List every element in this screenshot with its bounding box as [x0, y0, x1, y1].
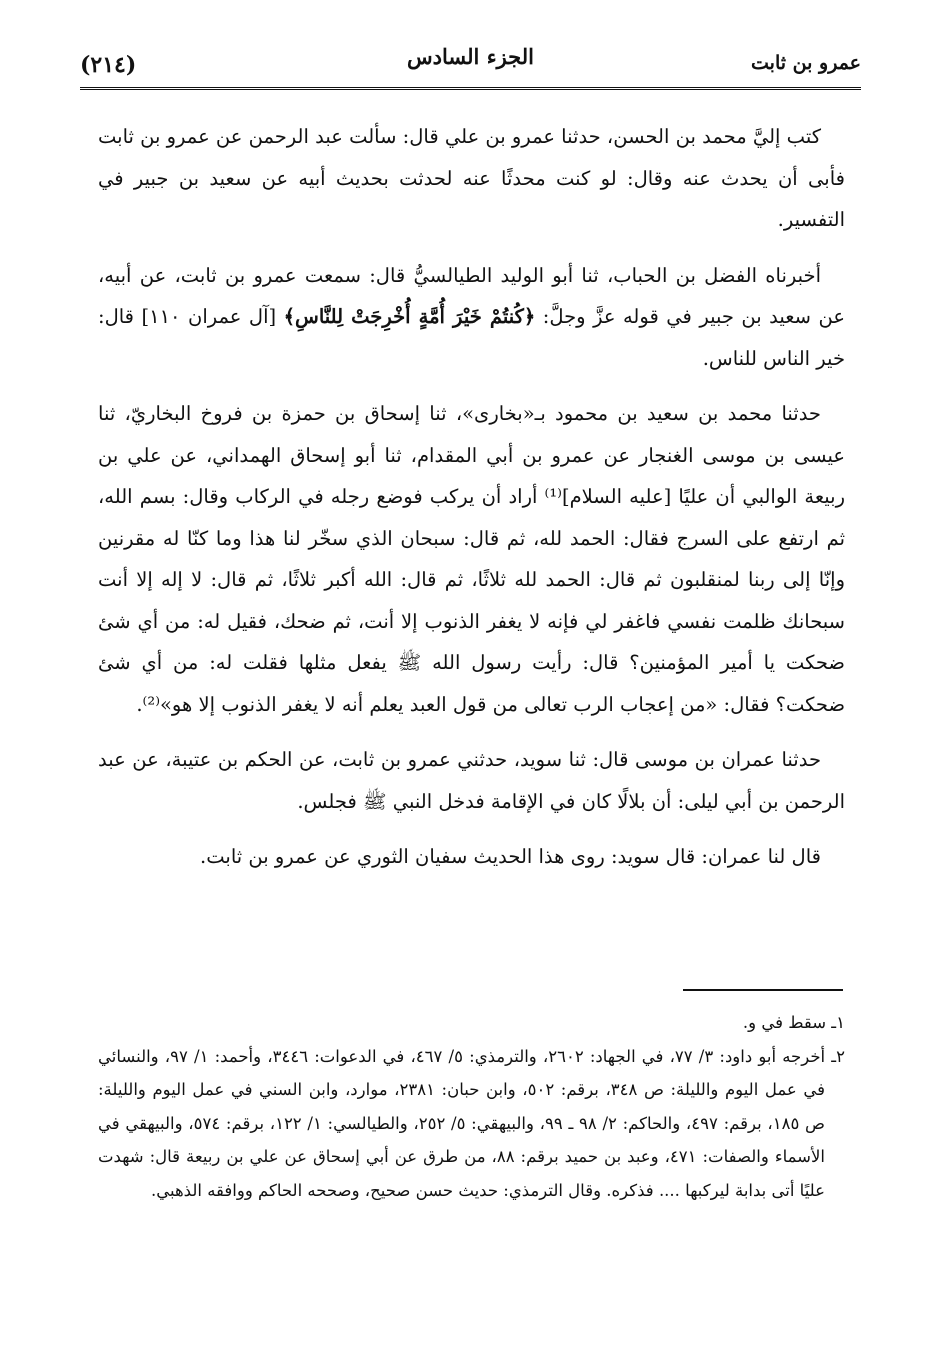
- footnote-text: وأحمد: ١/ ٩٧، والنسائي في عمل اليوم والليلة: ص ٣٤٨، برقم: ٥٠٢، وابن حبان: ٢٣٨١، موارد، وابن السني في عمل اليوم والليلة: ص ١٨٥، برقم: ٤٩٧، والحاكم: ٢/ ٩٨ ـ ٩٩، والبيهقي: ٥/ ٢٥٢، والطيالسي: ١/ ١٢٢، برقم: ٥٧٤، والبيهقي في الأسماء والصفات: ٤٧١، وعبد بن حميد برقم: ٨٨، من طرق عن أبي إسحاق عن علي بن ربيعة قال: شهدت عليًا أتى بدابة ليركبها .... فذكره. وقال الترمذي: حديث حسن صحيح، وصححه الحاكم ووافقه الذهبي.: [98, 1046, 825, 1200]
- page-number: (٢١٤): [80, 52, 137, 78]
- quran-verse: ﴿كُنتُمْ خَيْرَ أُمَّةٍ أُخْرِجَتْ لِلنَّاسِ﴾: [283, 305, 536, 328]
- paragraph-text: [آل عمران ١١٠] قال: خير الناس للناس.: [98, 305, 845, 370]
- paragraph: قال لنا عمران: قال سويد: روى هذا الحديث سفيان الثوري عن عمرو بن ثابت.: [200, 845, 821, 868]
- page-header: [80, 40, 861, 90]
- paragraph: [98, 255, 845, 380]
- footnote-text: ٢ـ أخرجه أبو داود: ٣/ ٧٧، في الجهاد: ٢٦٠٢، والترمذي: ٥/ ٤٦٧، في الدعوات: ٣٤٤٦،: [267, 1046, 845, 1066]
- footnote: ١ـ سقط في و.: [742, 1013, 845, 1032]
- footnotes: [98, 1006, 845, 1207]
- main-text: [98, 116, 845, 892]
- footnote-separator: [683, 989, 843, 991]
- volume-part-title: الجزء السادس: [407, 44, 534, 69]
- paragraph: حدثنا عمران بن موسى قال: ثنا سويد، حدثني عمرو بن ثابت، عن الحكم بن عتيبة، عن عبد الرحمن بن أبي ليلى: أن بلالًا كان في الإقامة فدخل النبي ﷺ فجلس.: [98, 748, 845, 813]
- paragraph-text: أخبرناه الفضل بن الحباب، ثنا أبو الوليد الطيالسيُّ قال: سمعت عمرو بن ثابت، عن أبيه، عن سعيد بن جبير في قوله عزَّ وجلَّ:: [98, 263, 845, 328]
- footnote: [98, 1040, 845, 1208]
- paragraph: حدثنا محمد بن سعيد بن محمود بـ«بخارى»، ثنا إسحاق بن حمزة بن فروخ البخاريّ، ثنا عيسى بن موسى الغنجار عن عمرو بن أبي المقدام، ثنا أبو إسحاق الهمداني، عن علي بن ربيعة الوالبي أن عليًا [عليه السلام]⁽¹⁾ أراد أن يركب فوضع رجله في الركاب وقال: بسم الله، ثم ارتفع على السرج فقال: الحمد لله، ثم قال: سبحان الذي سخّر لنا هذا وما كنّا له مقرنين وإنّا إلى ربنا لمنقلبون ثم قال: الحمد لله ثلاثًا، ثم قال: الله أكبر ثلاثًا، ثم قال: لا إله إلا أنت سبحانك ظلمت نفسي فاغفر لي فإنه لا يغفر الذنوب إلا أنت، ثم ضحك، فقيل له: من أي شئ ضحكت يا أمير المؤمنين؟ قال: رأيت رسول الله ﷺ يفعل مثلها فقلت له: من أي شئ ضحكت؟ فقال: «من إعجاب الرب تعالى من قول العبد يعلم أنه لا يغفر الذنوب إلا هو»⁽²⁾.: [98, 402, 845, 716]
- paragraph: كتب إليَّ محمد بن الحسن، حدثنا عمرو بن علي قال: سألت عبد الرحمن عن عمرو بن ثابت فأبى أن يحدث عنه وقال: لو كنت محدثًا عنه لحدثت بحديث أبيه عن سعيد بن جبير في التفسير.: [98, 125, 845, 231]
- running-title: عمرو بن ثابت: [751, 52, 861, 74]
- header-rule: [80, 87, 861, 90]
